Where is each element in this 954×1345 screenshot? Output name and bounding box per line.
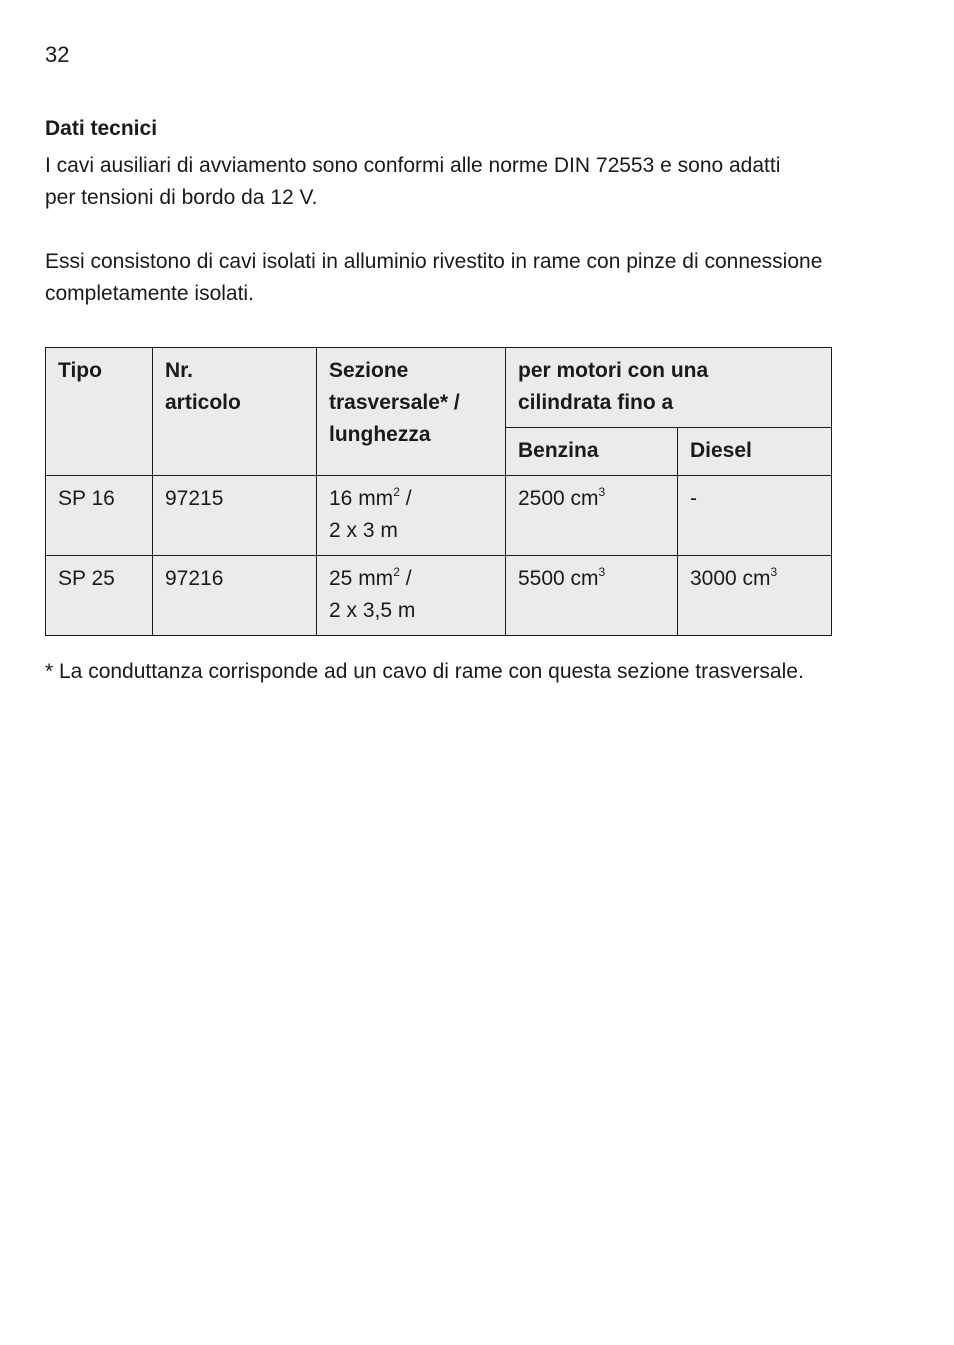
intro-paragraph-line: I cavi ausiliari di avviamento sono conformi alle norme DIN 72553 e sono adatti xyxy=(45,154,781,177)
section-heading: Dati tecnici xyxy=(45,117,158,140)
table-header-row xyxy=(46,348,832,428)
table-row xyxy=(46,476,832,556)
header-diesel: Diesel xyxy=(678,428,832,476)
cell-benzina: 2500 $cm^3$ xyxy=(506,476,678,556)
intro-paragraph-line: per tensioni di bordo da 12 V. xyxy=(45,186,318,209)
cell-cross-section: 16 $mm^2$ / 2 x 3 m xyxy=(317,476,506,556)
header-engine-displacement: per motori con una cilindrata fino a xyxy=(506,348,832,428)
cell-cross-section: 25 $mm^2$ / 2 x 3,5 m xyxy=(317,556,506,636)
specifications-table xyxy=(45,347,832,636)
table-row xyxy=(46,556,832,636)
header-benzina: Benzina xyxy=(506,428,678,476)
composition-paragraph xyxy=(45,246,875,310)
header-cross-section: Sezione trasversale* / lunghezza xyxy=(317,348,506,476)
cell-diesel: 3000 $cm^3$ xyxy=(678,556,832,636)
page-number: 32 xyxy=(45,42,70,67)
cell-tipo: SP 16 xyxy=(46,476,153,556)
cell-tipo: SP 25 xyxy=(46,556,153,636)
footnote: * La conduttanza corrisponde ad un cavo di rame con questa sezione trasversale. xyxy=(45,660,804,683)
composition-paragraph-line: completamente isolati. xyxy=(45,282,254,305)
composition-paragraph-line: Essi consistono di cavi isolati in alluminio rivestito in rame con pinze di connessione xyxy=(45,250,823,273)
header-article-number: Nr. articolo xyxy=(153,348,317,476)
cell-article-number: 97216 xyxy=(153,556,317,636)
intro-paragraph xyxy=(45,150,875,214)
header-tipo: Tipo xyxy=(46,348,153,476)
cell-benzina: 5500 $cm^3$ xyxy=(506,556,678,636)
cell-diesel: - xyxy=(678,476,832,556)
cell-article-number: 97215 xyxy=(153,476,317,556)
